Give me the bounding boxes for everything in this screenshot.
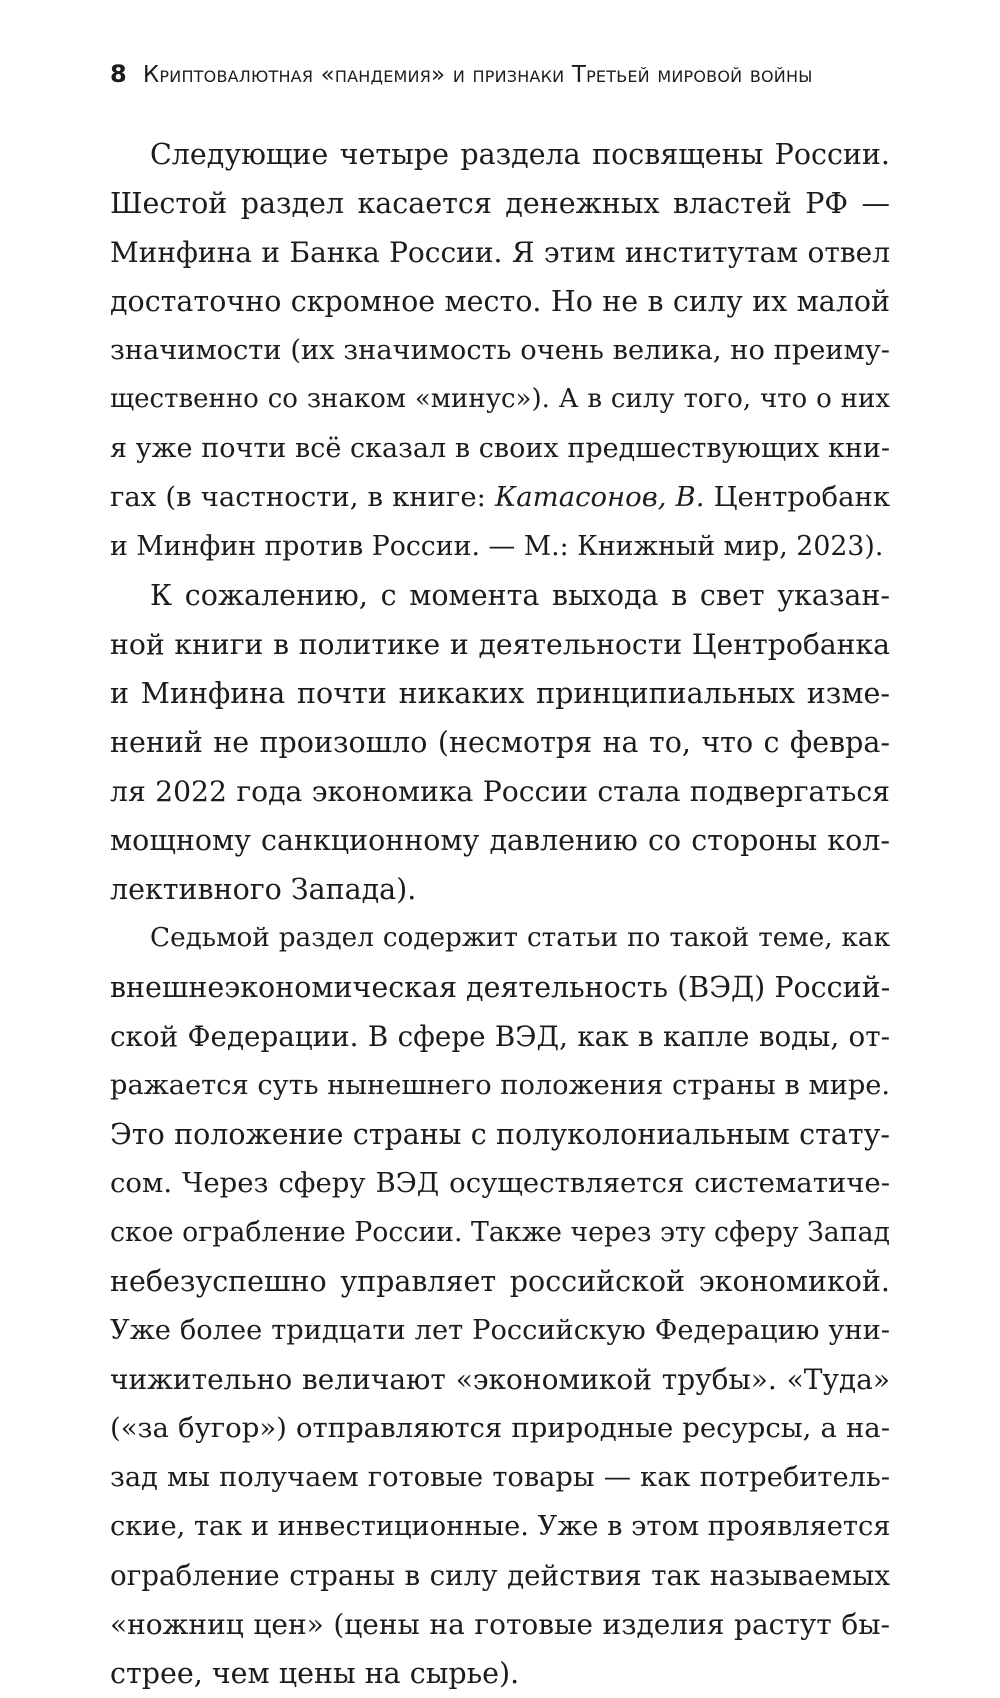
body-text [110,130,890,1698]
paragraph-1-line [110,473,890,522]
running-title: Криптовалютная «пандемия» и признаки Третьей мировой войны [142,62,813,88]
paragraph-2-line: и Минфина почти никаких принципиальных изме- [110,677,890,710]
paragraph-1-line: щественно со знаком «минус»). А в силу того, что о них [110,384,890,414]
paragraph-2-line: лективного Запада). [110,873,417,906]
page-number: 8 [110,60,127,88]
paragraph-3-line: Уже более тридцати лет Российскую Федерацию уни- [110,1315,890,1346]
paragraph-3-line: стрее, чем цены на сырье). [110,1657,520,1690]
paragraph-2-line: К сожалению, с момента выхода в свет указан- [150,579,890,612]
paragraph-3-line: ражается суть нынешнего положения страны в мире. [110,1070,891,1101]
paragraph-2-line: ля 2022 года экономика России стала подвергаться [110,775,890,808]
paragraph-3-line: («за бугор») отправляются природные ресурсы, а на- [110,1412,890,1444]
line-text: Центробанк [704,481,891,513]
paragraph-3-line: зад мы получаем готовые товары — как потребитель- [110,1462,890,1493]
paragraph-1-line: Следующие четыре раздела посвящены России. [150,138,890,171]
paragraph-3-line: внешнеэкономическая деятельность (ВЭД) Россий- [110,971,891,1004]
paragraph-2-line: нений не произошло (несмотря на то, что с февра- [110,726,890,759]
paragraph-3-line: Седьмой раздел содержит статьи по такой теме, как [150,923,890,953]
paragraph-3-line: сом. Через сферу ВЭД осуществляется систематиче- [110,1167,890,1199]
line-text: гах (в частности, в книге: [110,481,495,513]
paragraph-1-line: я уже почти всё сказал в своих предшествующих кни- [110,433,890,464]
paragraph-3-line: ской Федерации. В сфере ВЭД, как в капле воды, от- [110,1020,890,1053]
paragraph-1-line: Шестой раздел касается денежных властей РФ — [110,187,890,220]
paragraph-2-line: мощному санкционному давлению со стороны кол- [110,824,890,857]
paragraph-1-line: достаточно скромное место. Но не в силу их малой [110,285,890,318]
paragraph-3-line: небезуспешно управляет российской экономикой. [110,1265,890,1298]
paragraph-2-line: ной книги в политике и деятельности Центробанка [110,628,890,661]
running-head [110,60,910,88]
paragraph-3-line: «ножниц цен» (цены на готовые изделия растут бы- [110,1608,890,1641]
paragraph-3-line: ское ограбление России. Также через эту сферу Запад [110,1217,890,1248]
paragraph-3-line: ские, так и инвестиционные. Уже в этом проявляется [110,1511,891,1542]
citation-author: Катасонов, В. [494,481,705,513]
paragraph-3-line: чижительно величают «экономикой трубы». «Туда» [110,1363,890,1396]
paragraph-1-line: Минфина и Банка России. Я этим институтам отвел [110,236,890,269]
paragraph-1-line: значимости (их значимость очень велика, но преиму- [110,335,890,366]
paragraph-3-line: ограбление страны в силу действия так называемых [110,1559,890,1592]
paragraph-1-line: и Минфин против России. — М.: Книжный мир, 2023). [110,531,884,562]
paragraph-3-line: Это положение страны с полуколониальным стату- [110,1118,890,1151]
